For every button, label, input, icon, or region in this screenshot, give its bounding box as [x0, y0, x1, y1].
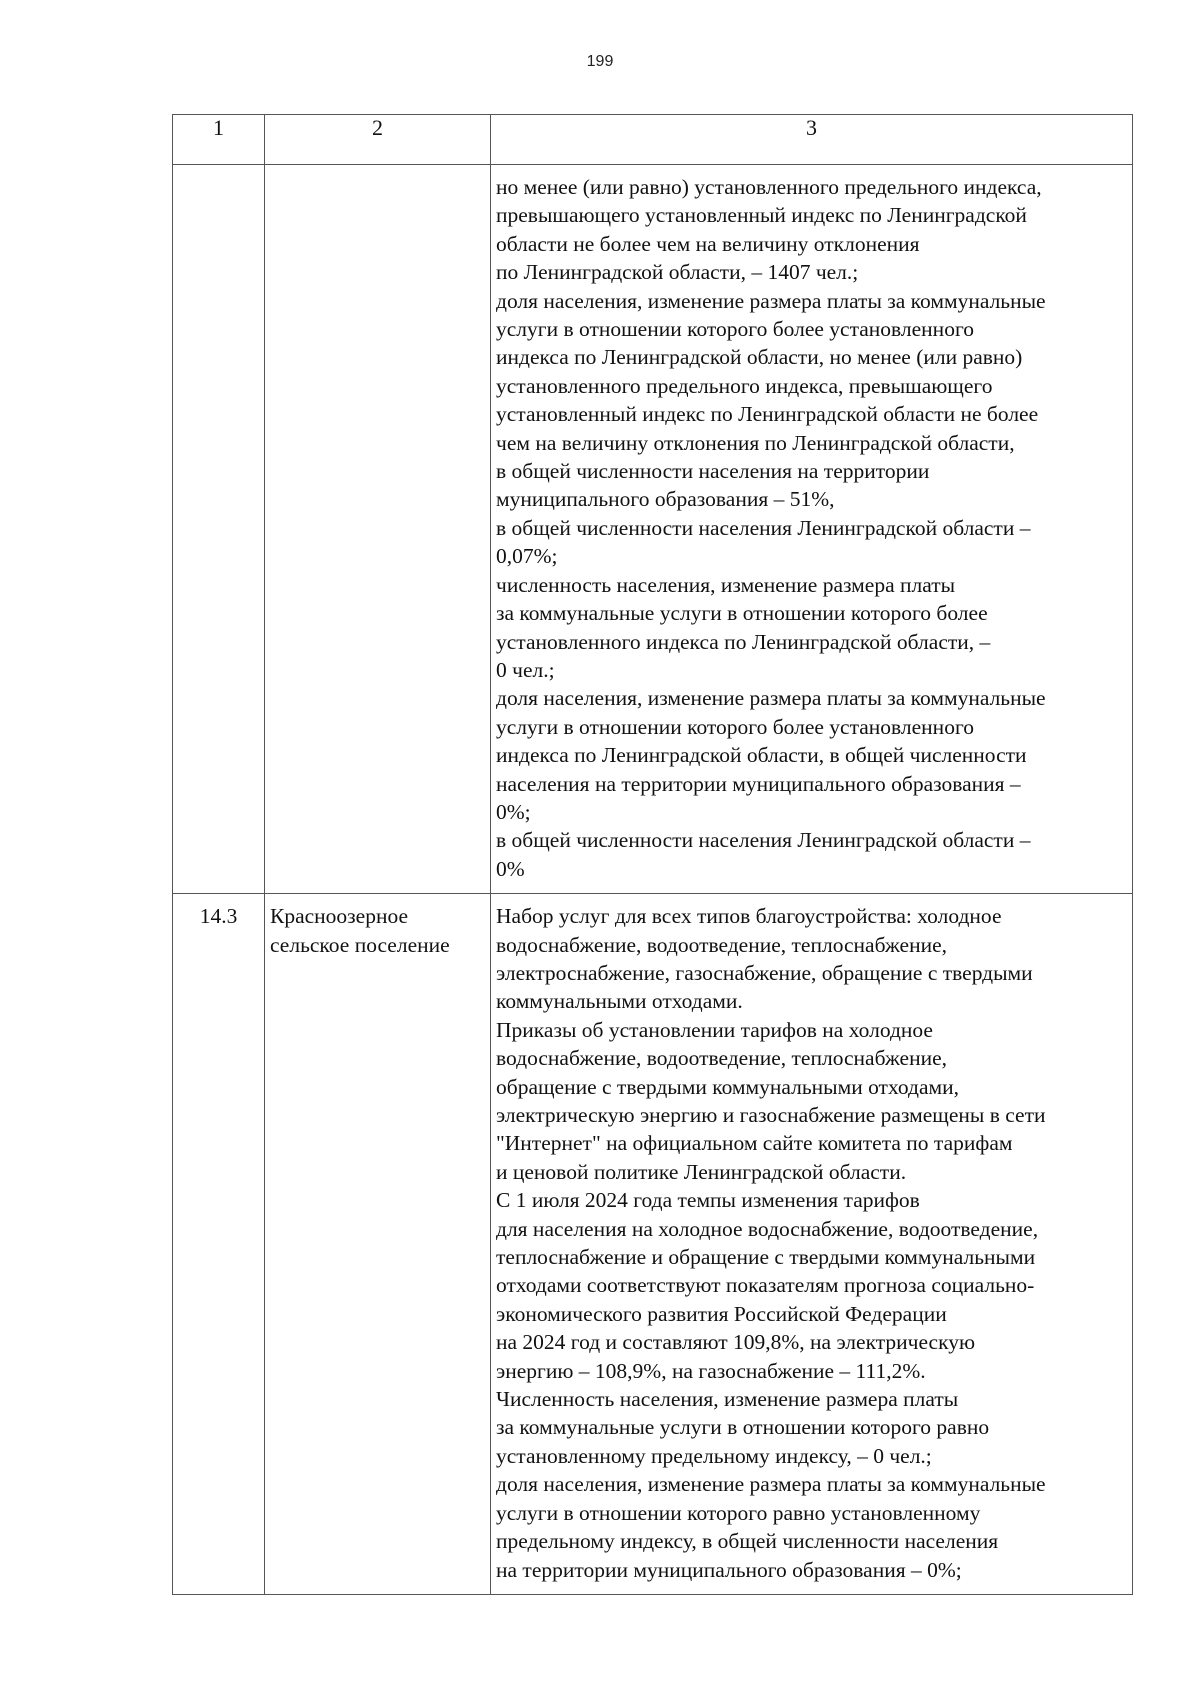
row-name-cell: [265, 165, 491, 894]
row-number-cell: [173, 894, 265, 1595]
row-name: Красноозерное сельское поселение: [270, 904, 450, 957]
table-row: [173, 894, 1133, 1595]
row-description-cell: [491, 165, 1133, 894]
table-header-row: [173, 115, 1133, 165]
header-cell-2: 2: [265, 115, 491, 165]
row-name: [265, 165, 490, 183]
row-description: но менее (или равно) установленного предельного индекса, превышающего установленный индекс по Ленинградской области не более чем на величину отклонения по Ленинградской области, – 1407 чел.; доля населения, изменение размера платы за коммунальные услуги в отношении которого более установленного индекса по Ленинградской области, но менее (или равно) установленного предельного индекса, превышающего установленный индекс по Ленинградской области не более чем на величину отклонения по Ленинградской области, в общей численности населения на территории муниципального образования – 51%, в общей численности населения Ленинградской области – 0,07%; численность населения, изменение размера платы за коммунальные услуги в отношении которого более установленного индекса по Ленинградской области, – 0 чел.; доля населения, изменение размера платы за коммунальные услуги в отношении которого более установленного индекса по Ленинградской области, в общей численности населения на территории муниципального образования – 0%; в общей численности населения Ленинградской области – 0%: [496, 175, 1046, 881]
row-number: 14.3: [199, 904, 238, 929]
page-number: 199: [586, 53, 614, 70]
table-row: [173, 165, 1133, 894]
data-table: [172, 114, 1133, 1595]
row-description: Набор услуг для всех типов благоустройства: холодное водоснабжение, водоотведение, теплоснабжение, электроснабжение, газоснабжение, обращение с твердыми коммунальными отходами. Приказы об установлении тарифов на холодное водоснабжение, водоотведение, теплоснабжение, обращение с твердыми коммунальными отходами, электрическую энергию и газоснабжение размещены в сети "Интернет" на официальном сайте комитета по тарифам и ценовой политике Ленинградской области. С 1 июля 2024 года темпы изменения тарифов для населения на холодное водоснабжение, водоотведение, теплоснабжение и обращение с твердыми коммунальными отходами соответствуют показателям прогноза социально- экономического развития Российской Федерации на 2024 год и составляют 109,8%, на электрическую энергию – 108,9%, на газоснабжение – 111,2%. Численность населения, изменение размера платы за коммунальные услуги в отношении которого равно установленному предельному индексу, – 0 чел.; доля населения, изменение размера платы за коммунальные услуги в отношении которого равно установленному предельному индексу, в общей численности населения на территории муниципального образования – 0%;: [496, 904, 1046, 1582]
header-cell-3: 3: [491, 115, 1133, 165]
row-description-cell: [491, 894, 1133, 1595]
row-name-cell: [265, 894, 491, 1595]
row-number-cell: [173, 165, 265, 894]
row-number: [173, 165, 264, 173]
header-cell-1: 1: [173, 115, 265, 165]
